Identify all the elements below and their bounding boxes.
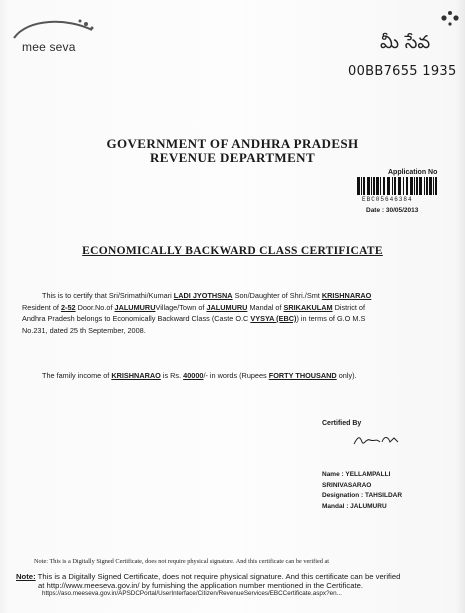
text-segment: Mandal of	[249, 302, 282, 312]
text-segment: /- in words (Rupees	[203, 371, 267, 380]
dots-icon	[370, 4, 462, 34]
income-statement	[42, 371, 357, 380]
parent-name: KRISHNARAO	[321, 291, 372, 300]
mandal-name: JALUMURU	[206, 302, 248, 312]
meeseva-logo-right	[370, 4, 462, 60]
body-line-1	[22, 290, 442, 302]
income-words: FORTY THOUSAND	[268, 371, 337, 380]
text-segment: District of	[334, 302, 366, 312]
text-segment: is Rs.	[162, 371, 182, 380]
signature-icon	[350, 430, 410, 450]
department-title: REVENUE DEPARTMENT	[149, 150, 316, 165]
body-line-3	[22, 313, 442, 325]
text-segment: Son/Daughter of Shri./Smt	[234, 291, 320, 300]
meeseva-brand-text: mee seva	[22, 40, 76, 54]
signatory-name: Name : YELLAMPALLI	[322, 471, 391, 478]
barcode-icon	[357, 177, 439, 195]
text-segment: only).	[338, 371, 357, 380]
body-line-2	[22, 302, 442, 314]
signatory-mandal: Mandal : JALUMURU	[322, 502, 387, 510]
signatory-name-cont: SRINIVASARAO	[322, 481, 372, 489]
application-number: EBC05646384	[362, 196, 413, 203]
meeseva-logo-left	[8, 16, 100, 60]
applicant-name: LADI JYOTHSNA	[173, 291, 233, 300]
caste-name: VYSYA (EBC)	[250, 314, 297, 323]
government-title: GOVERNMENT OF ANDHRA PRADESH	[106, 136, 359, 151]
note-large	[16, 572, 400, 590]
text-segment: Village/Town of	[155, 302, 205, 312]
meeseva-telugu-text: మీ సేవ	[380, 32, 431, 53]
text-segment: Andhra Pradesh belongs to Economically Backward Class (Caste O.C	[22, 314, 249, 323]
certificate-body	[22, 290, 442, 336]
issue-date: Date : 30/05/2013	[366, 207, 419, 214]
note-text-b: at http://www.meeseva.gov.in/ by furnishing the application number mentioned in the Certificate.	[38, 581, 364, 590]
serial-number: 00BB7655 1935	[348, 64, 457, 79]
district-name: SRIKAKULAM	[283, 302, 333, 312]
text-segment: ) in terms of G.O M.S	[296, 314, 366, 323]
note-label: Note:	[16, 572, 36, 581]
signatory-designation: Designation : TAHSILDAR	[322, 492, 403, 499]
application-number-label: Application No	[388, 169, 438, 176]
text-segment: Door.No.of	[77, 302, 113, 312]
certificate-title: ECONOMICALLY BACKWARD CLASS CERTIFICATE	[82, 245, 383, 257]
body-line-4: No.231, dated 25 th September, 2008.	[22, 325, 146, 335]
income-amount: 40000	[183, 371, 204, 380]
text-segment: Resident of	[22, 302, 59, 312]
note-url: https://aso.meeseva.gov.in/APSDCPortal/UserInterface/Citizen/RevenueServices/EBCCertificate.aspx?en...	[42, 590, 342, 597]
note-text-a: This is a Digitally Signed Certificate, does not require physical signature. And this certificate can be verified	[37, 572, 401, 581]
village-name: JALUMURU	[114, 302, 156, 312]
income-person: KRISHNARAO	[111, 371, 161, 380]
text-segment: The family income of	[42, 371, 110, 380]
signatory-details	[322, 470, 402, 512]
text-segment: This is to certify that Sri/Srimathi/Kumari	[42, 291, 172, 300]
door-number: 2-52	[60, 302, 76, 312]
certified-by-label: Certified By	[322, 420, 362, 427]
note-small: Note: This is a Digitally Signed Certificate, does not require physical signature. And this certificate can be verified at	[34, 558, 330, 565]
